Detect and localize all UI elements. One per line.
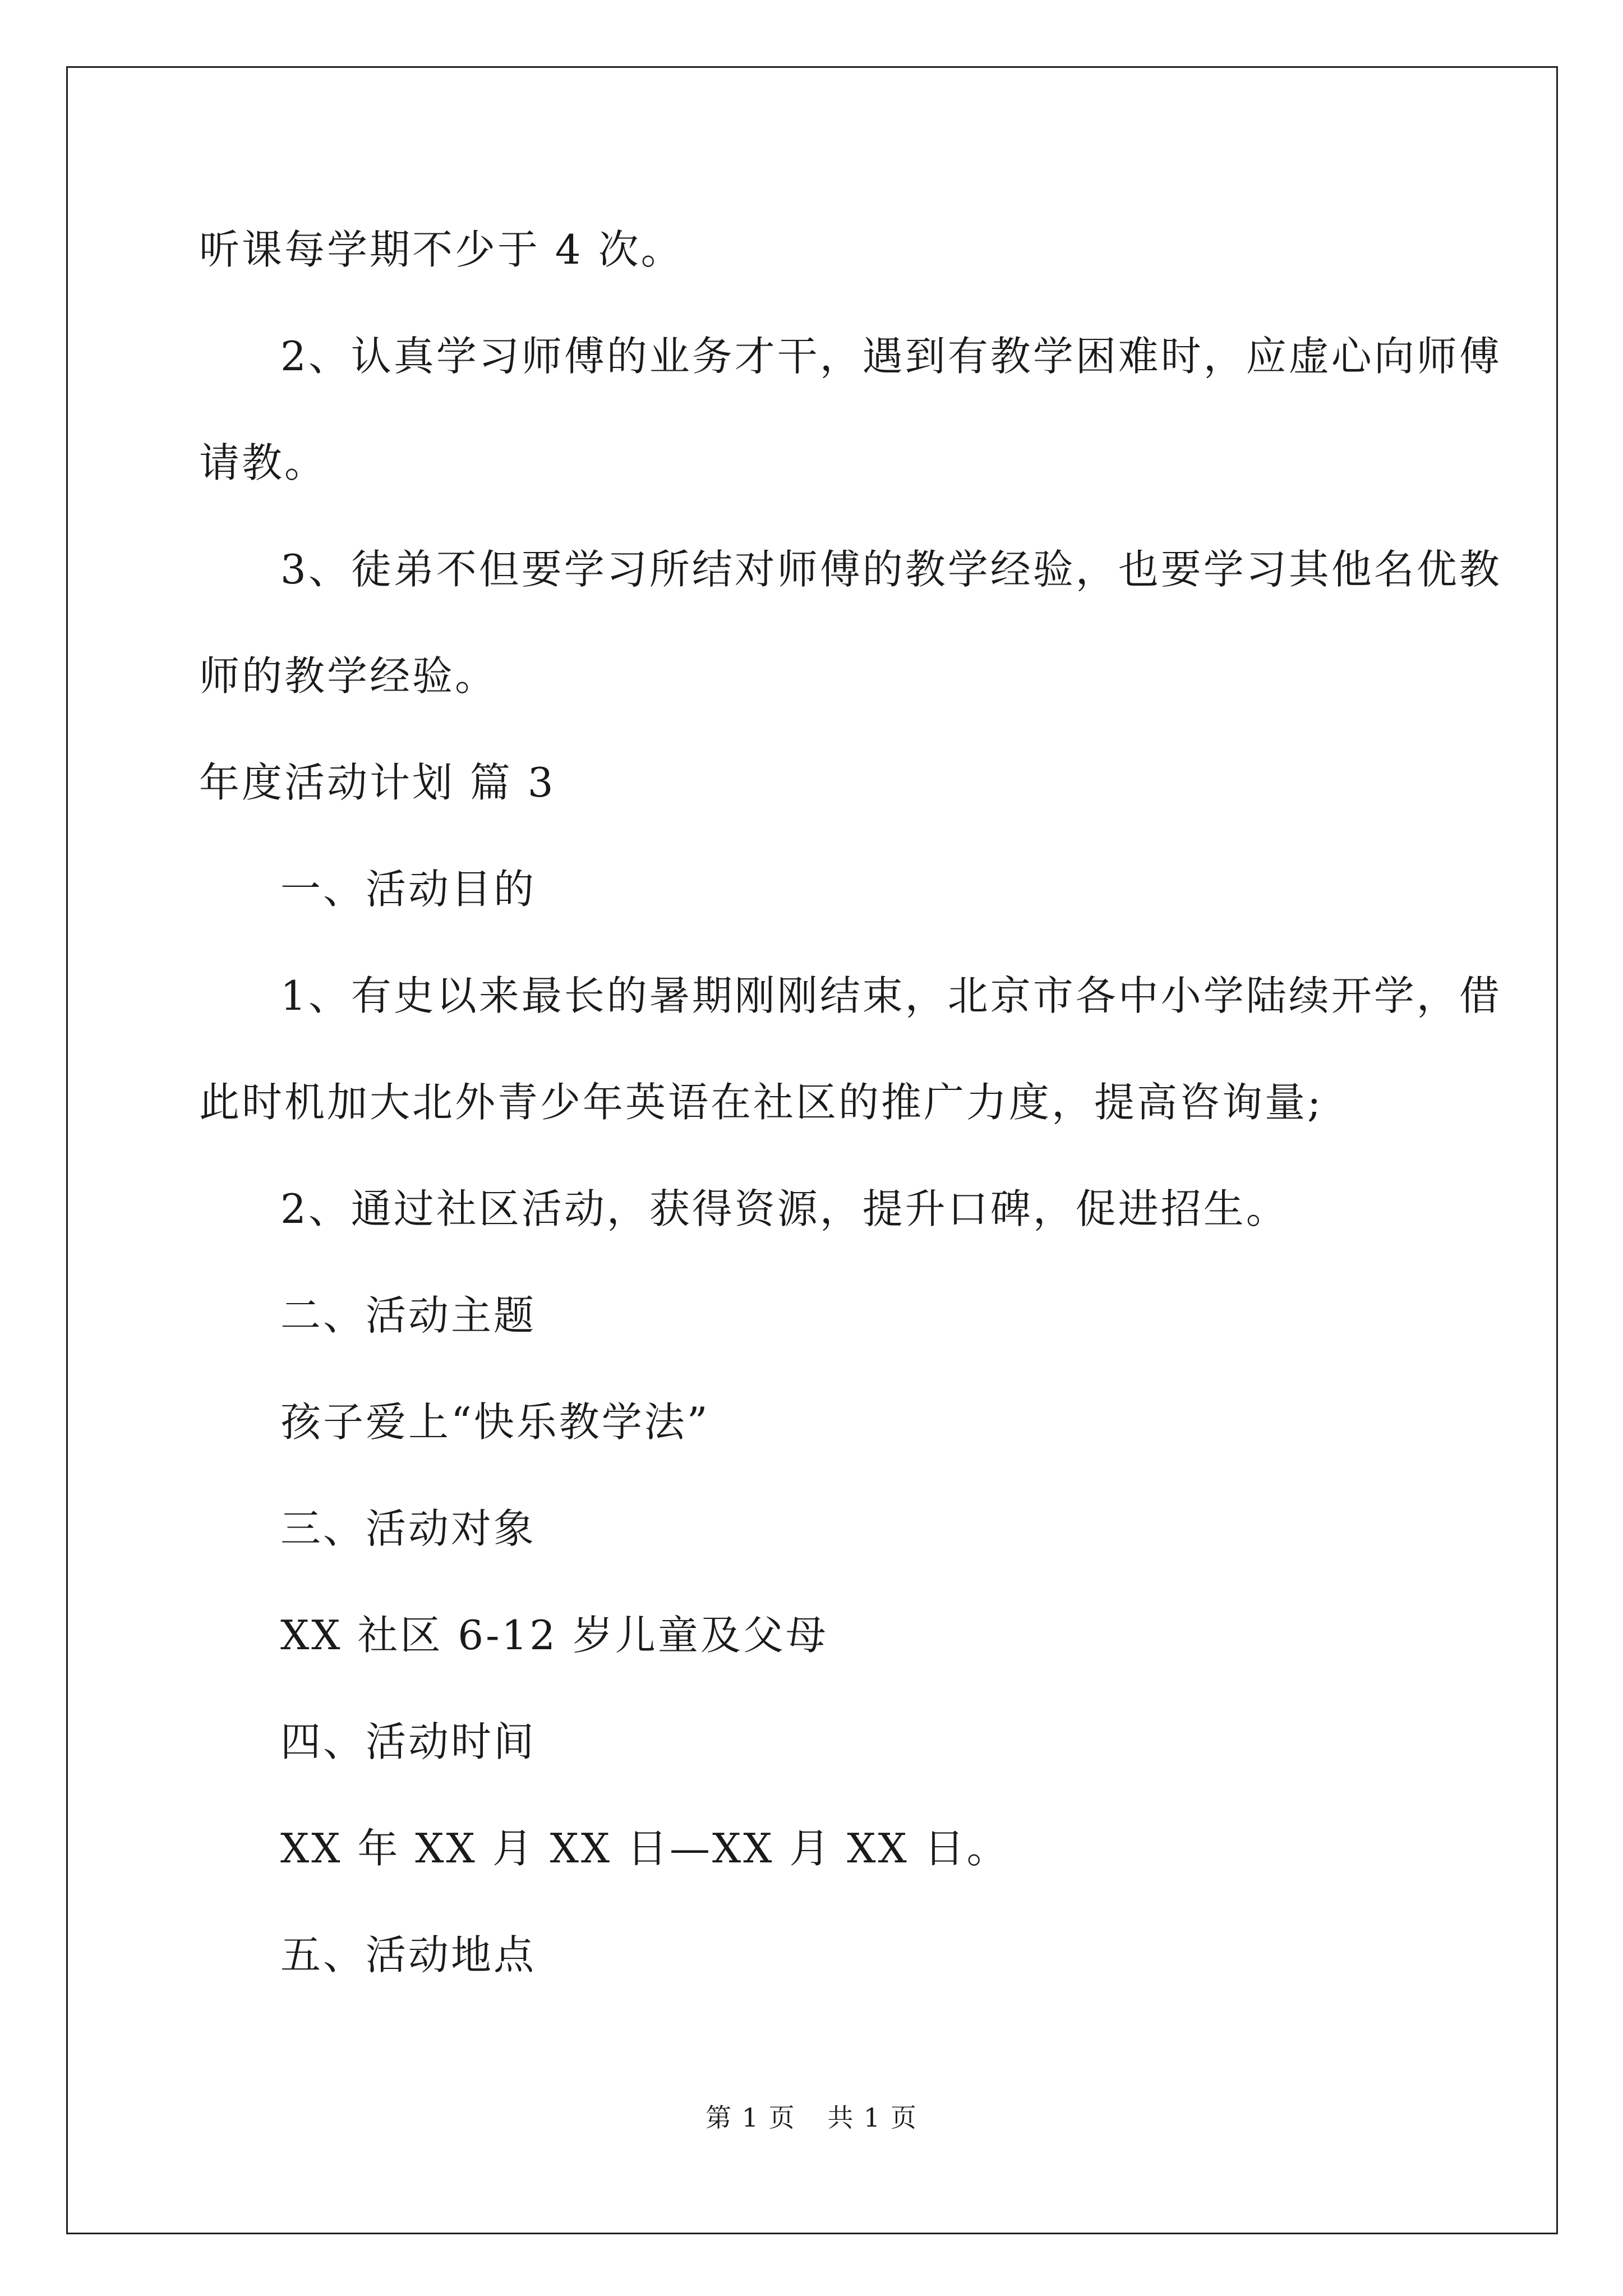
page-number: 第 1 页 (706, 2102, 796, 2133)
text-line: 四、活动时间 (280, 1718, 537, 1765)
text-line: 师的教学经验。 (199, 652, 498, 700)
text-line: XX 社区 6-12 岁儿童及父母 (280, 1612, 828, 1659)
text-line: 五、活动地点 (280, 1931, 537, 1978)
text-line: 1、有史以来最长的暑期刚刚结束，北京市各中小学陆续开学，借 (280, 972, 1502, 1019)
text-line: 听课每学期不少于 4 次。 (199, 226, 684, 273)
text-line: 孩子爱上“快乐教学法” (280, 1398, 710, 1446)
text-line: 请教。 (199, 439, 328, 486)
text-line: 一、活动目的 (280, 866, 537, 913)
text-line: 2、认真学习师傅的业务才干，遇到有教学困难时，应虚心向师傅 (280, 333, 1502, 380)
page-border (66, 66, 1558, 2234)
text-line: XX 年 XX 月 XX 日—XX 月 XX 日。 (280, 1825, 1009, 1872)
text-line: 3、徒弟不但要学习所结对师傅的教学经验，也要学习其他名优教 (280, 546, 1502, 593)
text-line: 三、活动对象 (280, 1505, 537, 1552)
section-heading: 年度活动计划 篇 3 (199, 759, 556, 806)
text-line: 二、活动主题 (280, 1292, 537, 1339)
page-total: 共 1 页 (827, 2102, 917, 2133)
page-footer (0, 2101, 1623, 2134)
text-line: 2、通过社区活动，获得资源，提升口碑，促进招生。 (280, 1185, 1289, 1232)
text-line: 此时机加大北外青少年英语在社区的推广力度，提高咨询量; (199, 1079, 1324, 1126)
